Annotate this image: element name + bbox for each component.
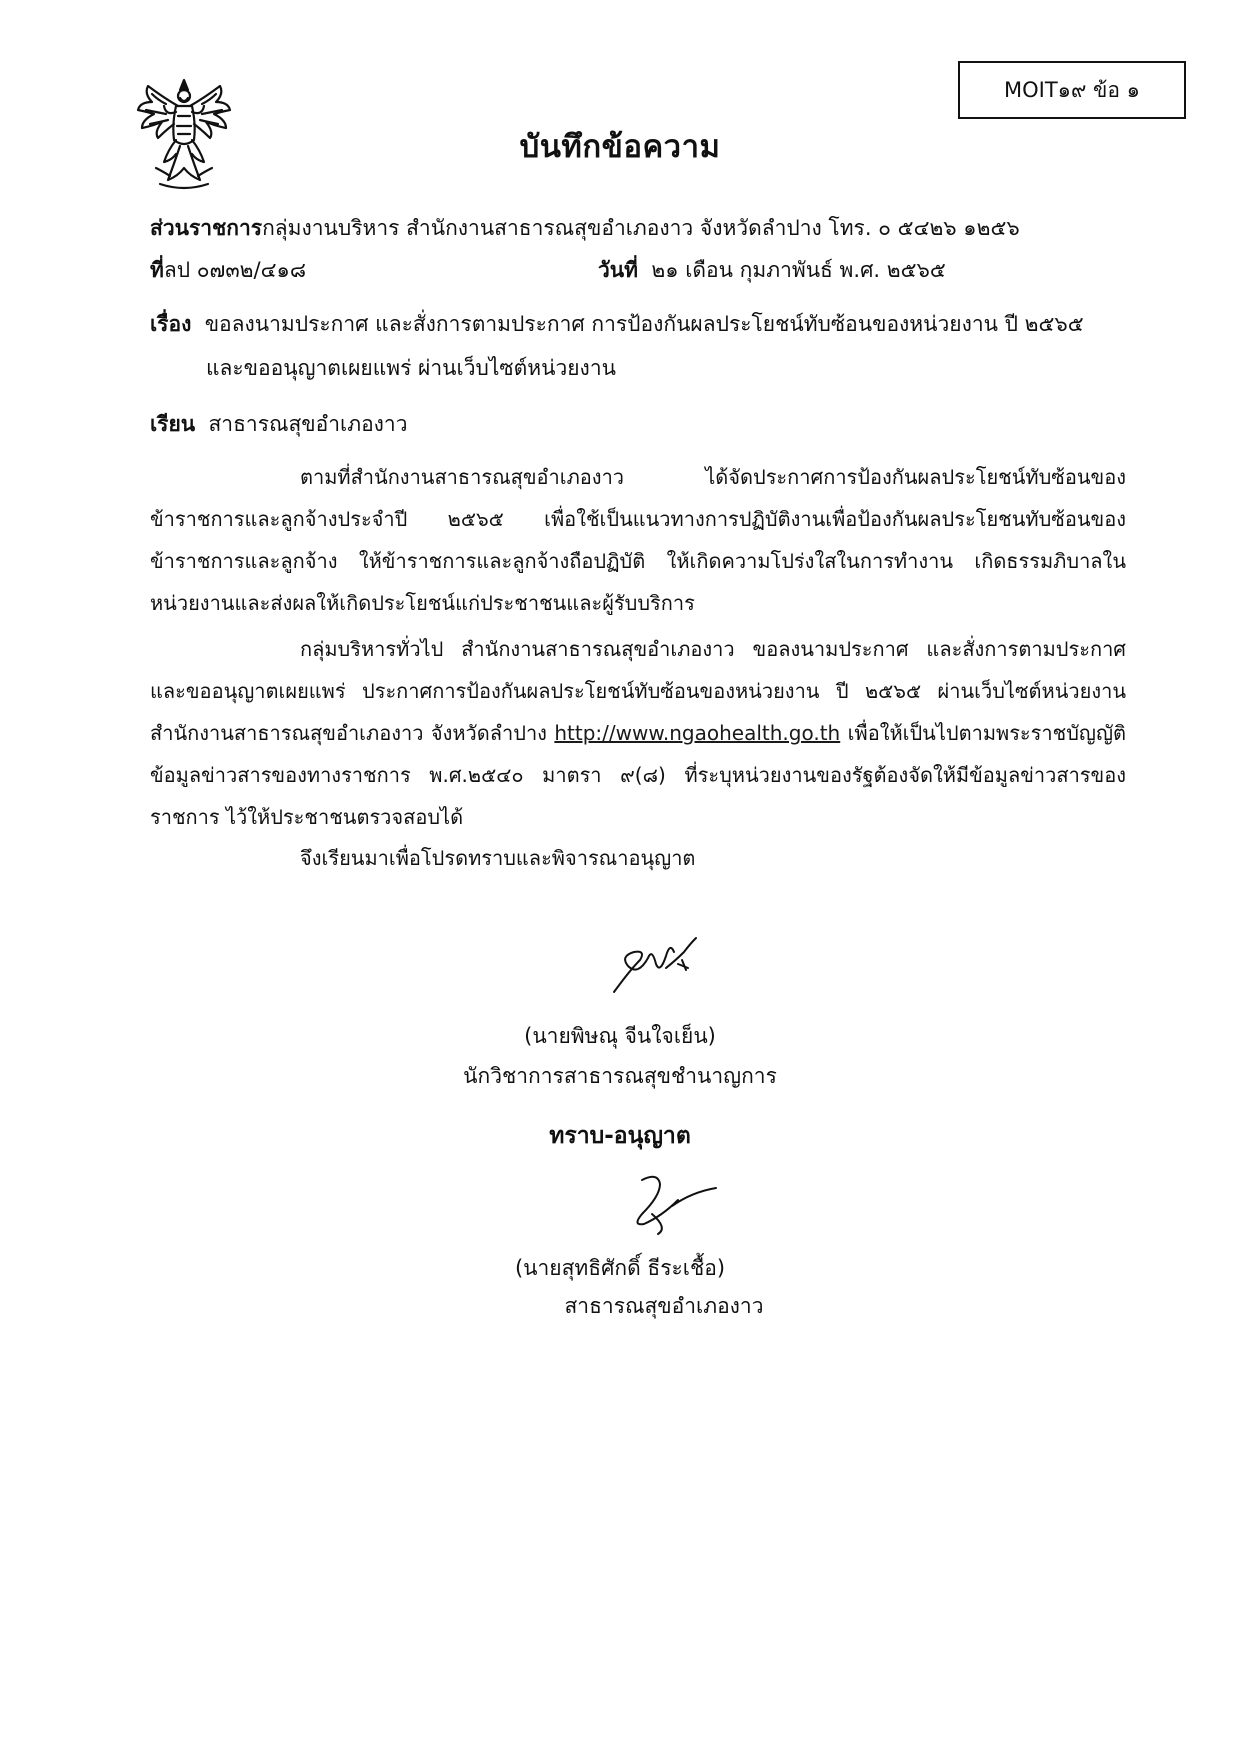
signer-2-position: สาธารณสุขอำเภองาว — [564, 1294, 764, 1318]
document-number-value: ลป ๐๗๓๒/๔๑๘ — [163, 258, 307, 282]
recipient-line — [150, 408, 408, 441]
website-link[interactable]: http://www.ngaohealth.go.th — [554, 721, 841, 745]
signer-1-position: นักวิชาการสาธารณสุขชำนาญการ — [463, 1064, 777, 1088]
reference-code: MOIT๑๙ ข้อ ๑ — [1003, 77, 1141, 102]
memo-title: บันทึกข้อความ — [519, 129, 721, 165]
subject-text-line2: และขออนุญาตเผยแพร่ ผ่านเว็บไซต์หน่วยงาน — [206, 356, 616, 380]
date-label: วันที่ — [598, 258, 638, 282]
subject-line — [150, 308, 1084, 341]
document-number-line — [150, 254, 306, 287]
recipient-value: สาธารณสุขอำเภองาว — [208, 412, 408, 436]
body-paragraph-2 — [150, 628, 1126, 838]
signer-1-name: (นายพิษณุ จีนใจเย็น) — [524, 1024, 716, 1048]
agency-value: กลุ่มงานบริหาร สำนักงานสาธารณสุขอำเภองาว จังหวัดลำปาง โทร. ๐ ๕๔๒๖ ๑๒๕๖ — [262, 216, 1020, 240]
recipient-label: เรียน — [150, 412, 196, 436]
reference-code-box — [958, 61, 1186, 119]
closing-sentence: จึงเรียนมาเพื่อโปรดทราบและพิจารณาอนุญาต — [300, 846, 696, 870]
body-paragraph-1: ตามที่สำนักงานสาธารณสุขอำเภองาว ได้จัดประกาศการป้องกันผลประโยชน์ทับซ้อนของข้าราชการและลูกจ้างประจำปี ๒๕๖๕ เพื่อใช้เป็นแนวทางการปฏิบัติงานเพื่อป้องกันผลประโยชนทับซ้อนของข้าราชการและลูกจ้าง ให้ข้าราชการและลูกจ้างถือปฏิบัติ ให้เกิดความโปร่งใสในการทำงาน เกิดธรรมภิบาลในหน่วยงานและส่งผลให้เกิดประโยชน์แก่ประชาชนและผู้รับบริการ — [150, 465, 1126, 615]
signer-2-name: (นายสุทธิศักดิ์ ธีระเชื้อ) — [514, 1256, 726, 1280]
date-line — [598, 254, 946, 287]
signature-2-icon — [612, 1170, 722, 1240]
signature-1-icon — [600, 930, 710, 1000]
body-paragraph-2-start: กลุ่มบริหารทั่วไป สำนักงานสาธารณสุขอำเภองาว ขอลงนามประกาศ และสั่งการตามประกาศ และขออนุญาตเผยแพร่ ประกาศการป้องกันผลประโยชน์ทับซ้อนของหน่วยงาน ปี ๒๕๖๕ ผ่านเว็บไซต์หน่วยงาน สำนักงานสาธารณสุขอำเภองาว จังหวัดลำปาง — [150, 637, 1126, 745]
date-value: ๒๑ เดือน กุมภาพันธ์ พ.ศ. ๒๕๖๕ — [651, 258, 946, 282]
document-number-label: ที่ — [150, 258, 164, 282]
agency-label: ส่วนราชการ — [150, 216, 263, 240]
agency-line — [150, 212, 1020, 245]
subject-label: เรื่อง — [150, 312, 192, 336]
approval-note: ทราบ-อนุญาต — [549, 1123, 691, 1149]
subject-text-line1: ขอลงนามประกาศ และสั่งการตามประกาศ การป้องกันผลประโยชน์ทับซ้อนของหน่วยงาน ปี ๒๕๖๕ — [204, 312, 1084, 336]
body-paragraph-2-end: เพื่อให้เป็นไปตามพระราชบัญญัติข้อมูลข่าวสารของทางราชการ พ.ศ.๒๕๔๐ มาตรา ๙(๘) ที่ระบุหน่วยงานของรัฐต้องจัดให้มีข้อมูลข่าวสารของราชการ ไว้ให้ประชาชนตรวจสอบได้ — [150, 721, 1126, 829]
